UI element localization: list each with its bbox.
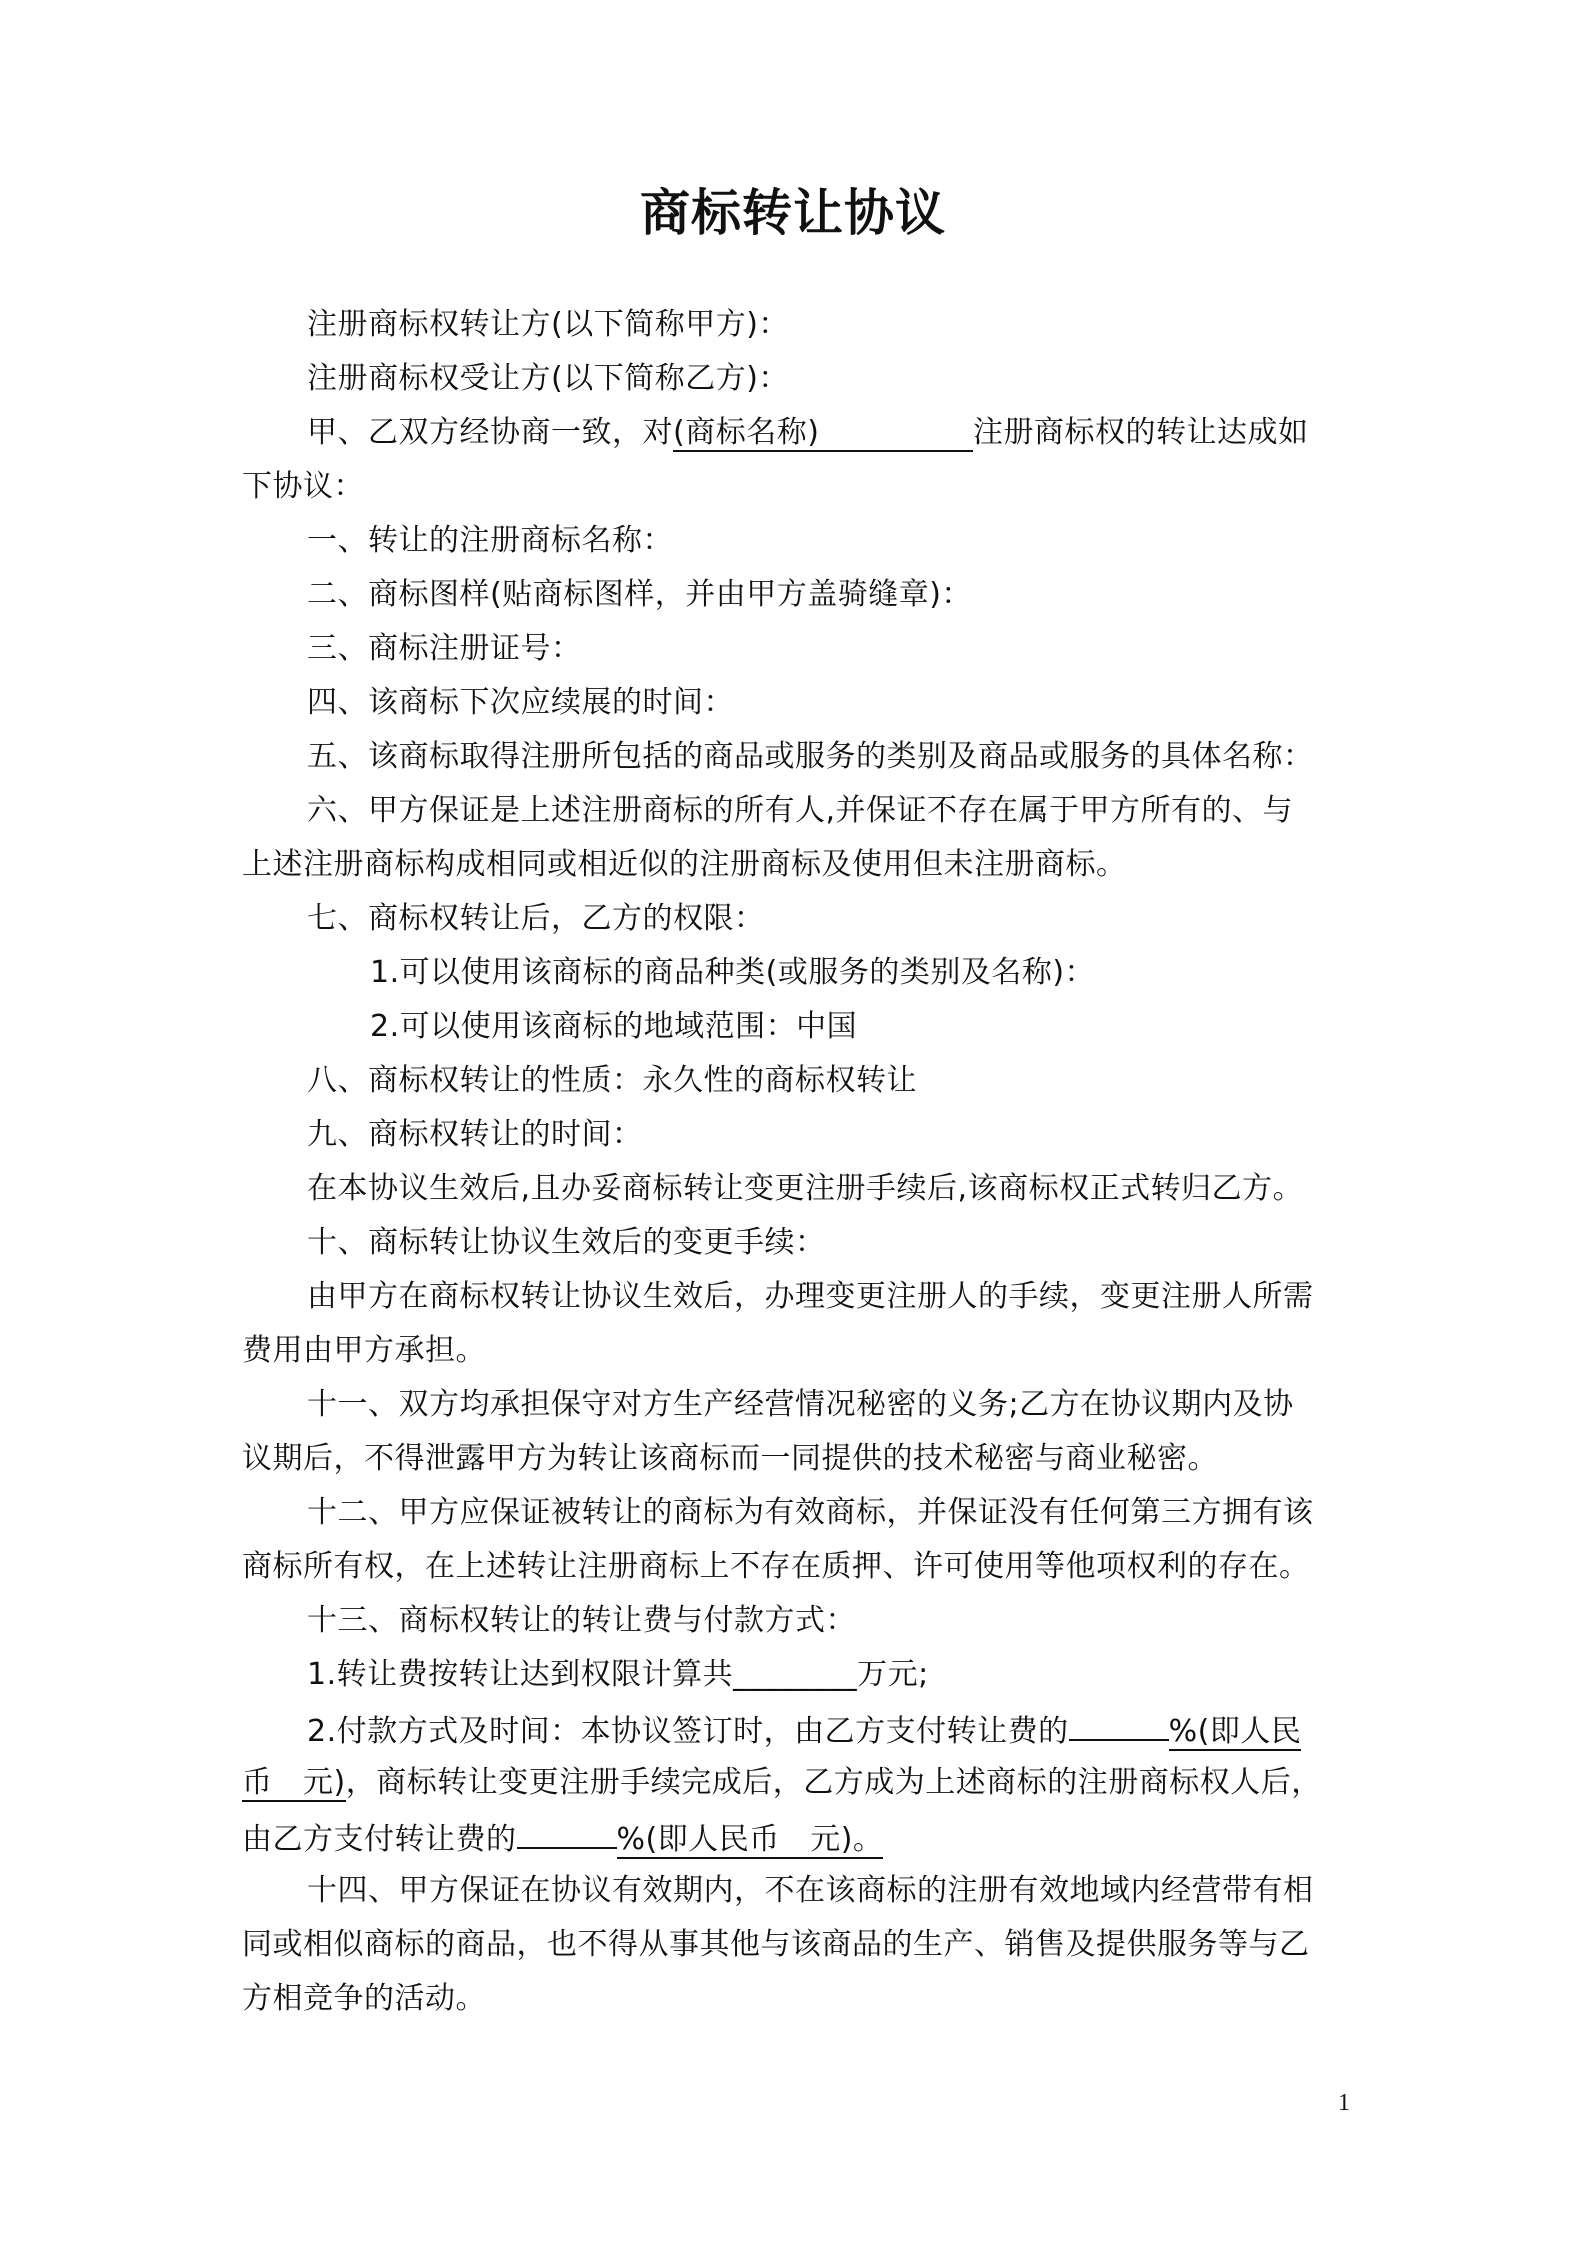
clause-6-line-2: 上述注册商标构成相同或相近似的注册商标及使用但未注册商标。 xyxy=(242,847,1127,882)
clause-9: 九、商标权转让的时间： xyxy=(307,1117,643,1152)
payment-percent-text-2: %(即人民币 元)。 xyxy=(616,1822,884,1857)
clause-13-item-2-line-2 xyxy=(242,1763,1322,1803)
party-a-line: 注册商标权转让方(以下简称甲方)： xyxy=(307,307,789,342)
clause-12-line-1: 十二、甲方应保证被转让的商标为有效商标，并保证没有任何第三方拥有该 xyxy=(307,1495,1314,1530)
intro-line xyxy=(307,413,1309,453)
document-title: 商标转让协议 xyxy=(640,184,946,242)
clause-12-line-2: 商标所有权，在上述转让注册商标上不存在质押、许可使用等他项权利的存在。 xyxy=(242,1549,1310,1584)
party-b-line: 注册商标权受让方(以下简称乙方)： xyxy=(307,361,789,396)
clause-13-item-2-line-1 xyxy=(307,1709,1301,1752)
clause-14-line-2: 同或相似商标的商品，也不得从事其他与该商品的生产、销售及提供服务等与乙 xyxy=(242,1927,1310,1962)
clause-8: 八、商标权转让的性质：永久性的商标权转让 xyxy=(307,1063,917,1098)
clause-2: 二、商标图样(贴商标图样，并由甲方盖骑缝章)： xyxy=(307,577,972,612)
clause-13-item-1: 1.转让费按转让达到权限计算共________万元; xyxy=(307,1657,929,1692)
intro-text-2: 注册商标权的转让达成如 xyxy=(973,415,1309,450)
clause-10-body-1: 由甲方在商标权转让协议生效后，办理变更注册人的手续，变更注册人所需 xyxy=(307,1279,1314,1314)
clause-10: 十、商标转让协议生效后的变更手续： xyxy=(307,1225,826,1260)
clause-6-line-1: 六、甲方保证是上述注册商标的所有人,并保证不存在属于甲方所有的、与 xyxy=(307,793,1294,828)
page-number: 1 xyxy=(1338,2090,1350,2116)
clause-13: 十三、商标权转让的转让费与付款方式： xyxy=(307,1603,856,1638)
clause-13-item-2-line-3 xyxy=(242,1817,883,1860)
payment-text-3: 由乙方支付转让费的 xyxy=(242,1822,517,1857)
clause-7-item-2: 2.可以使用该商标的地域范围：中国 xyxy=(370,1009,858,1044)
clause-5: 五、该商标取得注册所包括的商品或服务的类别及商品或服务的具体名称： xyxy=(307,739,1314,774)
clause-3: 三、商标注册证号： xyxy=(307,631,582,666)
payment-text-1: 2.付款方式及时间：本协议签订时，由乙方支付转让费的 xyxy=(307,1714,1069,1749)
intro-text-1: 甲、乙双方经协商一致，对 xyxy=(307,415,673,450)
payment-percent-blank-2 xyxy=(517,1817,617,1849)
clause-14-line-3: 方相竞争的活动。 xyxy=(242,1981,486,2016)
clause-10-body-2: 费用由甲方承担。 xyxy=(242,1333,486,1368)
payment-percent-blank-1 xyxy=(1069,1709,1169,1741)
clause-7: 七、商标权转让后，乙方的权限： xyxy=(307,901,765,936)
payment-text-2: ，商标转让变更注册手续完成后，乙方成为上述商标的注册商标权人后， xyxy=(345,1765,1322,1800)
clause-9-body: 在本协议生效后,且办妥商标转让变更注册手续后,该商标权正式转归乙方。 xyxy=(307,1171,1304,1206)
trademark-name-blank: (商标名称) xyxy=(673,416,973,452)
payment-amount-blank-1: 币 元) xyxy=(242,1765,346,1800)
clause-7-item-1: 1.可以使用该商标的商品种类(或服务的类别及名称)： xyxy=(370,955,1096,990)
clause-14-line-1: 十四、甲方保证在协议有效期内，不在该商标的注册有效地域内经营带有相 xyxy=(307,1873,1314,1908)
payment-percent-text-1: %(即人民 xyxy=(1168,1714,1302,1749)
clause-11-line-1: 十一、双方均承担保守对方生产经营情况秘密的义务;乙方在协议期内及协 xyxy=(307,1387,1294,1422)
clause-11-line-2: 议期后，不得泄露甲方为转让该商标而一同提供的技术秘密与商业秘密。 xyxy=(242,1441,1218,1476)
clause-1: 一、转让的注册商标名称： xyxy=(307,523,673,558)
intro-line-2: 下协议： xyxy=(242,469,364,504)
clause-4: 四、该商标下次应续展的时间： xyxy=(307,685,734,720)
